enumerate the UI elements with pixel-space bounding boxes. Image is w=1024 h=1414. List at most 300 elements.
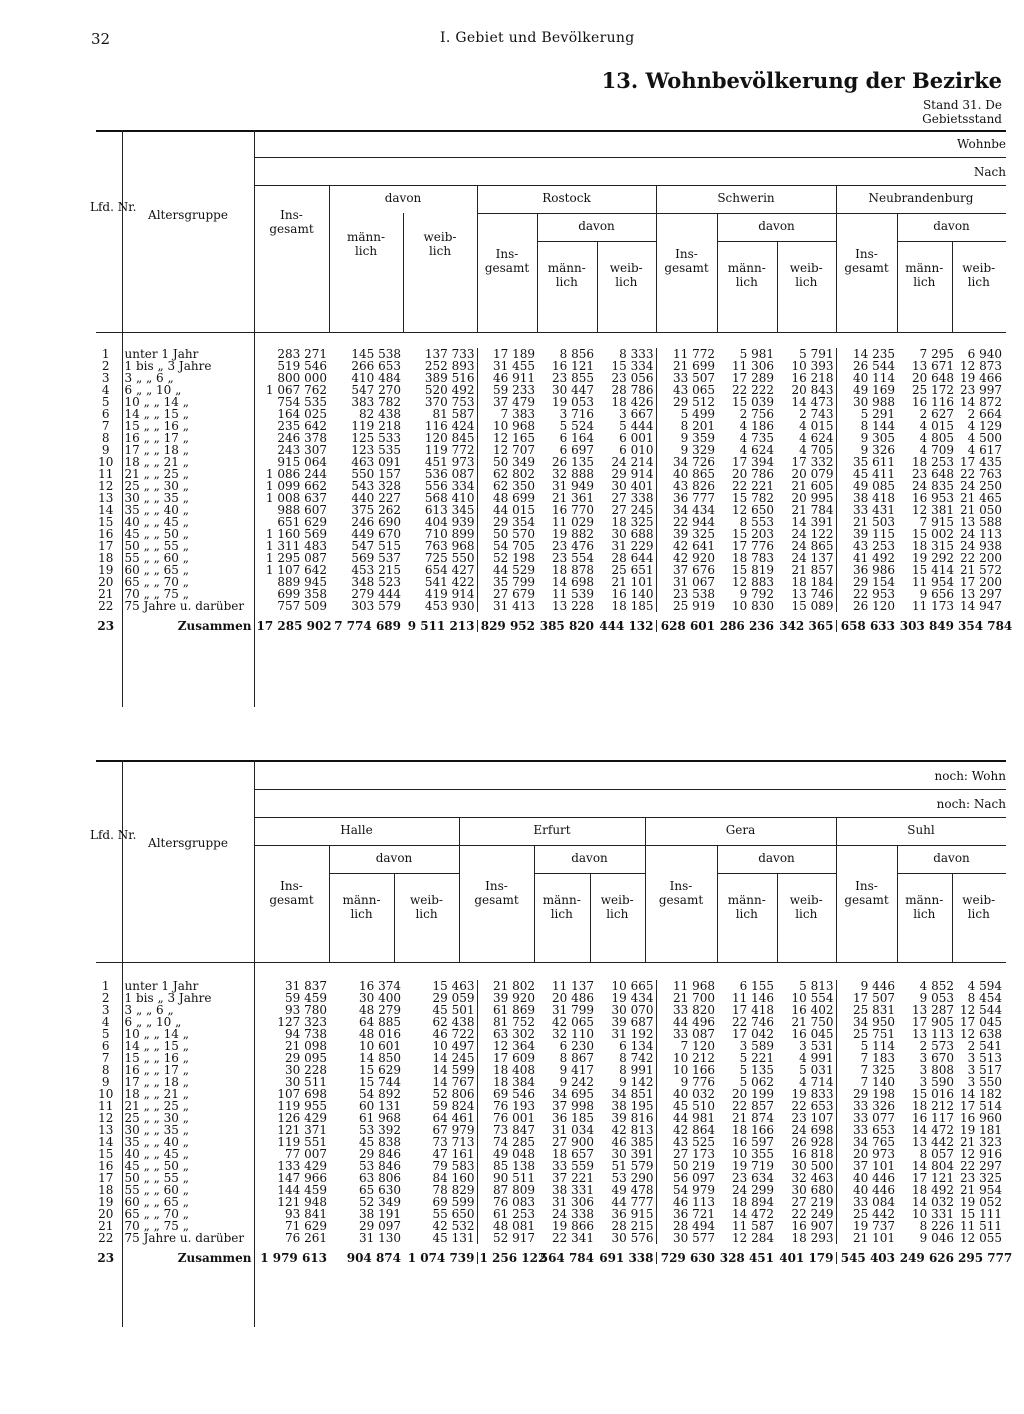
- data-cell: 20 973: [836, 1148, 897, 1160]
- data-cell: 21 101: [836, 1232, 897, 1244]
- data-cell: 550 157: [351, 467, 401, 481]
- data-cell: 34 765: [836, 1136, 897, 1148]
- data-cell: 9 305: [836, 432, 897, 444]
- data-cell: 21 802: [477, 980, 537, 992]
- data-cell: 4 624: [799, 431, 834, 445]
- row-number: 10: [98, 455, 114, 469]
- weiblich-label: weib- lich: [962, 261, 996, 289]
- total-cell: 354 784: [958, 619, 1013, 633]
- data-cell: 389 516: [424, 371, 475, 385]
- data-cell: 9 359: [656, 432, 717, 444]
- data-cell: 26 120: [836, 600, 897, 612]
- data-cell: 16 818: [791, 1147, 834, 1161]
- data-cell: 556 334: [424, 479, 475, 493]
- table-title: 13. Wohnbevölkerung der Bezirke: [601, 68, 1002, 93]
- column-rule: [254, 962, 255, 1327]
- data-cell: 14 947: [960, 599, 1002, 613]
- row-number: 6: [101, 1039, 110, 1053]
- age-group-label: 3 „ „ 6 „: [124, 1003, 174, 1017]
- region-name: Halle: [340, 823, 373, 837]
- data-cell: 17 189: [477, 348, 537, 360]
- data-cell: 8 454: [967, 991, 1002, 1005]
- data-cell: 30 391: [611, 1147, 654, 1161]
- insgesamt-label: Ins- gesamt: [844, 879, 889, 907]
- age-group-label: 25 „ „ 30 „: [124, 1111, 189, 1125]
- row-number: 22: [98, 599, 114, 613]
- data-cell: 16 597: [732, 1135, 774, 1149]
- row-number: 20: [98, 575, 114, 589]
- data-cell: 11 173: [912, 599, 954, 613]
- data-cell: 33 653: [836, 1124, 897, 1136]
- data-cell: 119 955: [254, 1100, 329, 1112]
- age-group-label: 65 „ „ 70 „: [124, 575, 189, 589]
- row-number: 4: [101, 1015, 110, 1029]
- data-cell: 17 332: [791, 455, 834, 469]
- data-cell: 15 111: [960, 1207, 1002, 1221]
- data-cell: 9 242: [559, 1075, 594, 1089]
- data-cell: 18 657: [552, 1147, 594, 1161]
- data-cell: 20 995: [791, 491, 834, 505]
- region-name: Gera: [725, 823, 756, 837]
- data-cell: 33 507: [656, 372, 717, 384]
- data-cell: 235 642: [254, 420, 329, 432]
- data-cell: 14 872: [960, 395, 1002, 409]
- data-cell: 31 949: [552, 479, 594, 493]
- data-cell: 16 117: [912, 1111, 954, 1125]
- age-group-label: 14 „ „ 15 „: [124, 1039, 189, 1053]
- data-cell: 81 752: [477, 1016, 537, 1028]
- total-label: Zusammen: [122, 620, 254, 632]
- data-cell: 22 222: [732, 383, 774, 397]
- data-cell: 24 250: [960, 479, 1002, 493]
- data-cell: 23 634: [732, 1171, 774, 1185]
- data-cell: 757 509: [254, 600, 329, 612]
- total-cell: 628 601: [656, 620, 717, 632]
- data-cell: 13 442: [912, 1135, 954, 1149]
- data-cell: 25 919: [656, 600, 717, 612]
- data-cell: 7 325: [836, 1064, 897, 1076]
- data-cell: 370 753: [424, 395, 475, 409]
- data-cell: 246 690: [351, 515, 401, 529]
- data-cell: 17 418: [732, 1003, 774, 1017]
- data-cell: 73 713: [432, 1135, 475, 1149]
- data-cell: 1 295 087: [254, 552, 329, 564]
- data-cell: 13 113: [912, 1027, 954, 1041]
- row-number: 13: [98, 1123, 114, 1137]
- data-cell: 33 087: [656, 1028, 717, 1040]
- data-cell: 12 707: [477, 444, 537, 456]
- data-cell: 1 107 642: [254, 564, 329, 576]
- data-cell: 59 233: [477, 384, 537, 396]
- weiblich-total-label: weib- lich: [423, 230, 457, 258]
- group-header-2: Nach: [973, 165, 1006, 179]
- data-cell: 48 699: [477, 492, 537, 504]
- data-cell: 44 496: [656, 1016, 717, 1028]
- data-cell: 37 676: [656, 564, 717, 576]
- data-cell: 404 939: [424, 515, 475, 529]
- age-group-label: 25 „ „ 30 „: [124, 479, 189, 493]
- data-cell: 17 394: [732, 455, 774, 469]
- data-cell: 116 424: [424, 419, 475, 433]
- data-cell: 22 763: [960, 467, 1002, 481]
- data-cell: 34 695: [552, 1087, 594, 1101]
- data-cell: 20 648: [912, 371, 954, 385]
- data-cell: 55 650: [432, 1207, 475, 1221]
- data-cell: 69 599: [432, 1195, 475, 1209]
- row-number: 1: [101, 347, 110, 361]
- data-cell: 63 806: [359, 1171, 401, 1185]
- data-cell: 8 057: [919, 1147, 954, 1161]
- age-group-label: 60 „ „ 65 „: [124, 563, 189, 577]
- row-number: 18: [98, 551, 114, 565]
- data-cell: 21 605: [791, 479, 834, 493]
- data-cell: 59 824: [432, 1099, 475, 1113]
- data-cell: 12 165: [477, 432, 537, 444]
- data-cell: 13 746: [791, 587, 834, 601]
- data-cell: 62 802: [477, 468, 537, 480]
- data-cell: 613 345: [424, 503, 475, 517]
- data-cell: 26 135: [552, 455, 594, 469]
- age-group-label: 18 „ „ 21 „: [124, 1087, 189, 1101]
- data-cell: 18 184: [791, 575, 834, 589]
- data-cell: 28 786: [611, 383, 654, 397]
- data-cell: 2 573: [919, 1039, 954, 1053]
- total-cell: 564 784: [539, 1251, 594, 1265]
- data-cell: 18 384: [477, 1076, 537, 1088]
- data-cell: 536 087: [424, 467, 475, 481]
- row-number: 11: [98, 467, 114, 481]
- davon-label: davon: [933, 851, 970, 865]
- data-cell: 17 609: [477, 1052, 537, 1064]
- data-cell: 15 203: [732, 527, 774, 541]
- rule-line: [477, 213, 1006, 214]
- data-cell: 71 629: [254, 1220, 329, 1232]
- data-cell: 31 306: [552, 1195, 594, 1209]
- data-cell: 133 429: [254, 1160, 329, 1172]
- data-cell: 28 494: [656, 1220, 717, 1232]
- data-cell: 18 212: [912, 1099, 954, 1113]
- age-group-label: 10 „ „ 14 „: [124, 1027, 189, 1041]
- column-rule: [122, 962, 123, 1327]
- table-row: [90, 600, 1004, 612]
- data-cell: 568 410: [424, 491, 475, 505]
- data-cell: 144 459: [254, 1184, 329, 1196]
- data-cell: 9 446: [836, 980, 897, 992]
- total-cell: 7 774 689: [334, 619, 401, 633]
- data-cell: 30 500: [791, 1159, 834, 1173]
- row-number: 21: [98, 587, 114, 601]
- data-cell: 22 200: [960, 551, 1002, 565]
- rule-line: [254, 845, 1006, 846]
- data-cell: 21 361: [552, 491, 594, 505]
- data-cell: 3 531: [799, 1039, 834, 1053]
- data-cell: 50 570: [477, 528, 537, 540]
- row-number: 11: [98, 1099, 114, 1113]
- data-cell: 16 907: [791, 1219, 834, 1233]
- data-cell: 6 010: [619, 443, 654, 457]
- age-group-label: 45 „ „ 50 „: [124, 1159, 189, 1173]
- data-cell: 73 847: [477, 1124, 537, 1136]
- total-cell: 1 074 739: [407, 1251, 475, 1265]
- data-cell: 22 857: [732, 1099, 774, 1113]
- data-cell: 76 001: [477, 1112, 537, 1124]
- region-name: Neubrandenburg: [868, 191, 974, 205]
- data-cell: 22 953: [836, 588, 897, 600]
- data-cell: 36 915: [611, 1207, 654, 1221]
- data-cell: 5 524: [559, 419, 594, 433]
- data-cell: 8 867: [559, 1051, 594, 1065]
- data-cell: 52 917: [477, 1232, 537, 1244]
- data-cell: 12 284: [732, 1231, 774, 1245]
- age-group-label: 15 „ „ 16 „: [124, 1051, 189, 1065]
- age-group-label: 15 „ „ 16 „: [124, 419, 189, 433]
- data-cell: 654 427: [424, 563, 475, 577]
- data-cell: 147 966: [254, 1172, 329, 1184]
- data-cell: 5 499: [656, 408, 717, 420]
- data-cell: 61 869: [477, 1004, 537, 1016]
- data-cell: 11 306: [732, 359, 774, 373]
- data-cell: 12 650: [732, 503, 774, 517]
- data-cell: 33 326: [836, 1100, 897, 1112]
- group-header-2: noch: Nach: [936, 797, 1006, 811]
- data-cell: 11 587: [732, 1219, 774, 1233]
- total-cell: 545 403: [836, 1252, 897, 1264]
- data-cell: 451 973: [424, 455, 475, 469]
- data-cell: 12 638: [960, 1027, 1002, 1041]
- age-group-label: 18 „ „ 21 „: [124, 455, 189, 469]
- age-group-label: 35 „ „ 40 „: [124, 503, 189, 517]
- data-cell: 30 447: [552, 383, 594, 397]
- data-cell: 125 533: [351, 431, 401, 445]
- data-cell: 19 053: [552, 395, 594, 409]
- data-cell: 53 290: [611, 1171, 654, 1185]
- data-cell: 15 016: [912, 1087, 954, 1101]
- row-number: 8: [101, 1063, 110, 1077]
- data-cell: 9 329: [656, 444, 717, 456]
- data-cell: 23 476: [552, 539, 594, 553]
- data-cell: 21 465: [960, 491, 1002, 505]
- data-cell: 44 777: [611, 1195, 654, 1209]
- row-number: 14: [98, 503, 114, 517]
- data-cell: 120 845: [424, 431, 475, 445]
- data-cell: 7 295: [919, 347, 954, 361]
- data-cell: 35 611: [836, 456, 897, 468]
- row-number: 13: [98, 491, 114, 505]
- data-cell: 34 851: [611, 1087, 654, 1101]
- total-cell: 385 820: [539, 619, 594, 633]
- region-name: Rostock: [542, 191, 591, 205]
- data-cell: 16 116: [912, 395, 954, 409]
- data-cell: 40 865: [656, 468, 717, 480]
- data-cell: 13 287: [912, 1003, 954, 1017]
- data-cell: 22 249: [791, 1207, 834, 1221]
- row-number: 16: [98, 527, 114, 541]
- total-cell: 249 626: [899, 1251, 954, 1265]
- data-cell: 19 434: [611, 991, 654, 1005]
- data-cell: 16 218: [791, 371, 834, 385]
- data-cell: 4 852: [919, 979, 954, 993]
- data-cell: 119 218: [351, 419, 401, 433]
- data-cell: 29 354: [477, 516, 537, 528]
- data-cell: 24 338: [552, 1207, 594, 1221]
- data-cell: 42 864: [656, 1124, 717, 1136]
- age-group-label: 17 „ „ 18 „: [124, 1075, 189, 1089]
- data-cell: 21 572: [960, 563, 1002, 577]
- data-cell: 16 121: [552, 359, 594, 373]
- data-cell: 49 169: [836, 384, 897, 396]
- region-name: Suhl: [907, 823, 935, 837]
- data-cell: 6 230: [559, 1039, 594, 1053]
- data-cell: 12 883: [732, 575, 774, 589]
- data-cell: 19 052: [960, 1195, 1002, 1209]
- data-cell: 20 079: [791, 467, 834, 481]
- altersgruppe-label: Altersgruppe: [148, 836, 228, 850]
- data-cell: 36 721: [656, 1208, 717, 1220]
- data-cell: 5 444: [619, 419, 654, 433]
- data-cell: 25 442: [836, 1208, 897, 1220]
- data-cell: 33 077: [836, 1112, 897, 1124]
- data-cell: 24 698: [791, 1123, 834, 1137]
- data-cell: 17 435: [960, 455, 1002, 469]
- data-cell: 18 166: [732, 1123, 774, 1137]
- data-cell: 29 846: [359, 1147, 401, 1161]
- data-cell: 9 417: [559, 1063, 594, 1077]
- data-cell: 11 146: [732, 991, 774, 1005]
- data-cell: 31 067: [656, 576, 717, 588]
- data-cell: 569 537: [351, 551, 401, 565]
- data-cell: 5 031: [799, 1063, 834, 1077]
- data-cell: 52 198: [477, 552, 537, 564]
- data-cell: 29 097: [359, 1219, 401, 1233]
- data-cell: 21 750: [791, 1015, 834, 1029]
- insgesamt-label: Ins- gesamt: [658, 879, 704, 907]
- data-cell: 23 997: [960, 383, 1002, 397]
- total-cell: 286 236: [719, 619, 774, 633]
- data-cell: 38 195: [611, 1099, 654, 1113]
- row-number: 6: [101, 407, 110, 421]
- data-cell: 21 050: [960, 503, 1002, 517]
- data-cell: 11 137: [552, 979, 594, 993]
- data-cell: 1 086 244: [254, 468, 329, 480]
- data-cell: 17 507: [836, 992, 897, 1004]
- row-number: 19: [98, 563, 114, 577]
- data-cell: 52 806: [432, 1087, 475, 1101]
- data-cell: 21 699: [656, 360, 717, 372]
- data-cell: 45 131: [432, 1231, 475, 1245]
- data-cell: 246 378: [254, 432, 329, 444]
- data-cell: 10 554: [791, 991, 834, 1005]
- maennlich-label: männ- lich: [727, 893, 766, 921]
- weiblich-label: weib- lich: [962, 893, 996, 921]
- insgesamt-label: Ins- gesamt: [474, 879, 519, 907]
- data-cell: 46 385: [611, 1135, 654, 1149]
- data-cell: 9 792: [739, 587, 774, 601]
- data-cell: 10 355: [732, 1147, 774, 1161]
- data-cell: 699 358: [254, 588, 329, 600]
- row-number: 14: [98, 1135, 114, 1149]
- data-cell: 710 899: [424, 527, 475, 541]
- data-cell: 85 138: [477, 1160, 537, 1172]
- table-row: [90, 1232, 1004, 1244]
- data-cell: 30 070: [611, 1003, 654, 1017]
- davon-total-label: davon: [384, 191, 422, 205]
- data-cell: 12 916: [960, 1147, 1002, 1161]
- data-cell: 30 576: [611, 1231, 654, 1245]
- data-cell: 23 855: [552, 371, 594, 385]
- data-cell: 51 579: [611, 1159, 654, 1173]
- data-cell: 2 627: [919, 407, 954, 421]
- data-cell: 15 334: [611, 359, 654, 373]
- data-cell: 31 837: [254, 980, 329, 992]
- age-group-label: unter 1 Jahr: [124, 979, 199, 993]
- age-group-label: 35 „ „ 40 „: [124, 1135, 189, 1149]
- data-cell: 76 083: [477, 1196, 537, 1208]
- data-cell: 21 098: [254, 1040, 329, 1052]
- age-group-label: 6 „ „ 10 „: [124, 383, 182, 397]
- data-cell: 10 601: [359, 1039, 401, 1053]
- row-number: 15: [98, 515, 114, 529]
- data-cell: 16 374: [359, 979, 401, 993]
- data-cell: 25 651: [611, 563, 654, 577]
- row-number: 21: [98, 1219, 114, 1233]
- data-cell: 419 914: [424, 587, 475, 601]
- data-cell: 21 874: [732, 1111, 774, 1125]
- total-cell: 303 849: [899, 619, 954, 633]
- data-cell: 14 698: [552, 575, 594, 589]
- row-number: 10: [98, 1087, 114, 1101]
- data-cell: 8 991: [619, 1063, 654, 1077]
- data-cell: 4 714: [799, 1075, 834, 1089]
- data-cell: 25 831: [836, 1004, 897, 1016]
- data-cell: 4 624: [739, 443, 774, 457]
- data-cell: 93 780: [254, 1004, 329, 1016]
- age-group-label: unter 1 Jahr: [124, 347, 199, 361]
- insgesamt-label: Ins- gesamt: [844, 247, 889, 275]
- data-cell: 46 113: [656, 1196, 717, 1208]
- data-cell: 4 500: [967, 431, 1002, 445]
- data-cell: 3 550: [967, 1075, 1002, 1089]
- age-group-label: 60 „ „ 65 „: [124, 1195, 189, 1209]
- rule-line: [254, 817, 1006, 818]
- gebietsstand: Gebietsstand: [922, 112, 1002, 126]
- column-rule: [254, 332, 255, 707]
- page-number: 32: [91, 30, 111, 48]
- insgesamt-label: Ins- gesamt: [484, 247, 530, 275]
- data-cell: 17 289: [732, 371, 774, 385]
- data-cell: 39 687: [611, 1015, 654, 1029]
- total-row: [90, 1252, 1004, 1264]
- data-cell: 5 791: [799, 347, 834, 361]
- data-cell: 10 331: [912, 1207, 954, 1221]
- data-cell: 20 486: [552, 991, 594, 1005]
- total-cell: 401 179: [779, 1251, 834, 1265]
- data-cell: 243 307: [254, 444, 329, 456]
- data-cell: 23 538: [656, 588, 717, 600]
- data-cell: 29 914: [611, 467, 654, 481]
- davon-label: davon: [933, 219, 970, 233]
- data-cell: 4 015: [919, 419, 954, 433]
- weiblich-label: weib- lich: [600, 893, 634, 921]
- data-cell: 14 472: [912, 1123, 954, 1137]
- data-cell: 23 554: [552, 551, 594, 565]
- lfd-nr-label: Lfd. Nr.: [90, 200, 137, 214]
- data-cell: 18 783: [732, 551, 774, 565]
- data-cell: 1 099 662: [254, 480, 329, 492]
- data-cell: 126 429: [254, 1112, 329, 1124]
- data-cell: 30 680: [791, 1183, 834, 1197]
- data-cell: 40 114: [836, 372, 897, 384]
- data-cell: 121 371: [254, 1124, 329, 1136]
